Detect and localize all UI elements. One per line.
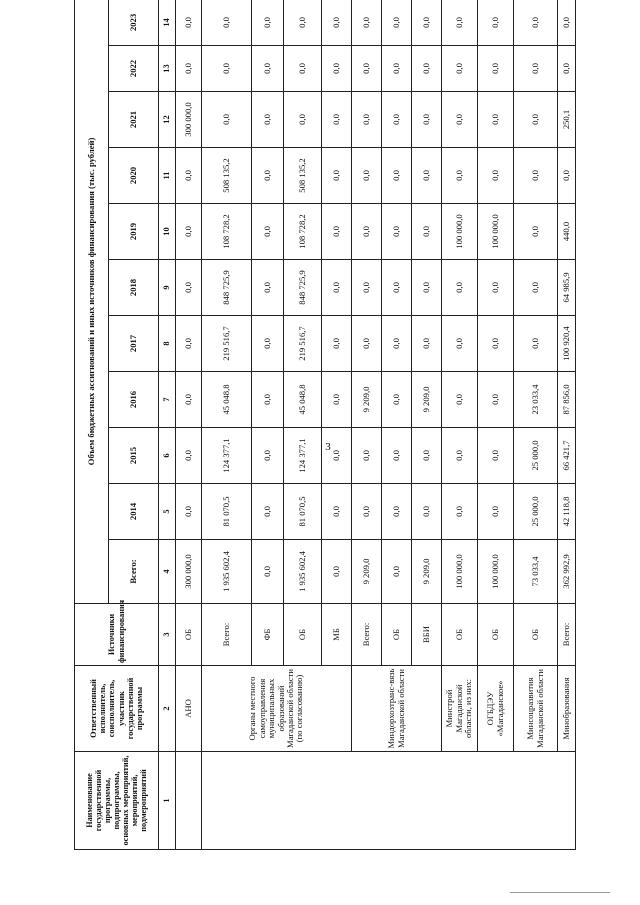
year-value-cell: 0,0: [352, 316, 382, 372]
year-value-cell: 0,0: [412, 148, 442, 204]
year-value-cell: 0,0: [442, 484, 478, 540]
year-value-cell: 0,0: [478, 484, 514, 540]
year-value-cell: 0,0: [176, 316, 202, 372]
source-cell: ОБ: [176, 604, 202, 666]
year-value-cell: 0,0: [352, 204, 382, 260]
year-value-cell: 0,0: [514, 204, 558, 260]
year-value-cell: 45 048,8: [284, 372, 322, 428]
year-value-cell: 0,0: [478, 428, 514, 484]
year-value-cell: 0,0: [352, 92, 382, 148]
year-value-cell: 0,0: [514, 260, 558, 316]
column-number: 1: [159, 752, 176, 850]
year-value-cell: 0,0: [284, 0, 322, 46]
program-name-cell: [176, 752, 202, 850]
year-value-cell: 0,0: [352, 428, 382, 484]
total-value-cell: 0,0: [382, 540, 412, 604]
executor-cell: Минобразования: [558, 666, 576, 752]
year-value-cell: 108 728,2: [284, 204, 322, 260]
year-value-cell: 0,0: [322, 148, 352, 204]
header-name: Наименование государственной программы, подпрограммы, основных мероприятий, мероприятий, подмероприятий: [75, 752, 159, 850]
source-cell: ОБ: [478, 604, 514, 666]
year-value-cell: 0,0: [478, 0, 514, 46]
year-value-cell: 0,0: [176, 428, 202, 484]
year-value-cell: 0,0: [352, 0, 382, 46]
year-value-cell: 0,0: [352, 46, 382, 92]
year-value-cell: 42 118,8: [558, 484, 576, 540]
year-value-cell: 0,0: [514, 92, 558, 148]
header-year: 2023: [109, 0, 159, 46]
year-value-cell: 0,0: [322, 92, 352, 148]
header-year: 2019: [109, 204, 159, 260]
header-year: 2018: [109, 260, 159, 316]
year-value-cell: 300 000,0: [176, 92, 202, 148]
year-value-cell: 0,0: [514, 46, 558, 92]
column-number: 11: [159, 148, 176, 204]
year-value-cell: 0,0: [284, 92, 322, 148]
year-value-cell: 0,0: [202, 92, 252, 148]
year-value-cell: 25 000,0: [514, 484, 558, 540]
year-value-cell: 0,0: [352, 484, 382, 540]
header-source: Источники финансирования: [75, 604, 159, 666]
year-value-cell: 440,0: [558, 204, 576, 260]
header-financing-volume: Объем бюджетных ассигнований и иных источников финансирования (тыс. рублей): [75, 0, 109, 604]
year-value-cell: 0,0: [558, 46, 576, 92]
year-value-cell: 0,0: [478, 148, 514, 204]
year-value-cell: 0,0: [322, 428, 352, 484]
header-total: Всего:: [109, 540, 159, 604]
year-value-cell: 124 377,1: [202, 428, 252, 484]
year-value-cell: 0,0: [322, 46, 352, 92]
year-value-cell: 0,0: [382, 46, 412, 92]
source-cell: ВБИ: [412, 604, 442, 666]
column-number: 12: [159, 92, 176, 148]
header-year: 2016: [109, 372, 159, 428]
year-value-cell: 0,0: [382, 204, 412, 260]
year-value-cell: 0,0: [442, 428, 478, 484]
year-value-cell: 0,0: [478, 372, 514, 428]
year-value-cell: 0,0: [322, 372, 352, 428]
source-cell: МБ: [322, 604, 352, 666]
year-value-cell: 0,0: [412, 484, 442, 540]
year-value-cell: 0,0: [478, 92, 514, 148]
year-value-cell: 0,0: [412, 260, 442, 316]
total-value-cell: 100 000,0: [442, 540, 478, 604]
source-cell: ОБ: [514, 604, 558, 666]
total-value-cell: 0,0: [252, 540, 284, 604]
page-number: 3: [325, 441, 331, 453]
year-value-cell: 100 000,0: [478, 204, 514, 260]
table-row: [176, 0, 202, 850]
year-value-cell: 0,0: [412, 46, 442, 92]
year-value-cell: 87 856,0: [558, 372, 576, 428]
year-value-cell: 0,0: [252, 204, 284, 260]
source-cell: ФБ: [252, 604, 284, 666]
column-numbers-row: [159, 0, 176, 850]
year-value-cell: 0,0: [252, 148, 284, 204]
year-value-cell: 124 377,1: [284, 428, 322, 484]
source-cell: Всего:: [558, 604, 576, 666]
year-value-cell: 100 920,4: [558, 316, 576, 372]
year-value-cell: 250,1: [558, 92, 576, 148]
year-value-cell: 23 033,4: [514, 372, 558, 428]
year-value-cell: 0,0: [382, 484, 412, 540]
year-value-cell: 0,0: [514, 316, 558, 372]
year-value-cell: 0,0: [176, 260, 202, 316]
header-year: 2014: [109, 484, 159, 540]
year-value-cell: 66 421,7: [558, 428, 576, 484]
year-value-cell: 0,0: [284, 46, 322, 92]
year-value-cell: 0,0: [176, 148, 202, 204]
year-value-cell: 508 135,2: [202, 148, 252, 204]
year-value-cell: 0,0: [252, 428, 284, 484]
year-value-cell: 0,0: [382, 0, 412, 46]
year-value-cell: 848 725,9: [202, 260, 252, 316]
year-value-cell: 0,0: [412, 92, 442, 148]
year-value-cell: 0,0: [442, 148, 478, 204]
header-executor: Ответственный исполнитель, соисполнитель, участник государственной программы: [75, 666, 159, 752]
year-value-cell: 0,0: [442, 46, 478, 92]
table-row: [352, 0, 382, 850]
column-number: 4: [159, 540, 176, 604]
table-row: [558, 0, 576, 850]
executor-cell: АНО: [176, 666, 202, 752]
year-value-cell: 0,0: [252, 46, 284, 92]
year-value-cell: 0,0: [478, 260, 514, 316]
year-value-cell: 848 725,9: [284, 260, 322, 316]
source-cell: ОБ: [442, 604, 478, 666]
year-value-cell: 45 048,8: [202, 372, 252, 428]
program-name-cell: [202, 752, 576, 850]
year-value-cell: 0,0: [382, 148, 412, 204]
total-value-cell: 73 033,4: [514, 540, 558, 604]
year-value-cell: 0,0: [478, 46, 514, 92]
executor-cell: ОГБДЭУ «Магаданское»: [478, 666, 514, 752]
table-row: [442, 0, 478, 850]
year-value-cell: 0,0: [176, 372, 202, 428]
column-number: 2: [159, 666, 176, 752]
year-value-cell: 9 209,0: [412, 372, 442, 428]
header-year: 2017: [109, 316, 159, 372]
total-value-cell: 9 209,0: [412, 540, 442, 604]
table-row: [514, 0, 558, 850]
source-cell: ОБ: [382, 604, 412, 666]
year-value-cell: 0,0: [382, 316, 412, 372]
footer-line: [510, 892, 610, 893]
column-number: 6: [159, 428, 176, 484]
year-value-cell: 0,0: [352, 148, 382, 204]
year-value-cell: 108 728,2: [202, 204, 252, 260]
year-value-cell: 0,0: [252, 92, 284, 148]
year-value-cell: 9 209,0: [352, 372, 382, 428]
year-value-cell: 0,0: [322, 0, 352, 46]
year-value-cell: 219 516,7: [202, 316, 252, 372]
year-value-cell: 0,0: [176, 46, 202, 92]
year-value-cell: 0,0: [382, 92, 412, 148]
year-value-cell: 219 516,7: [284, 316, 322, 372]
total-value-cell: 9 209,0: [352, 540, 382, 604]
header-year: 2020: [109, 148, 159, 204]
year-value-cell: 64 985,9: [558, 260, 576, 316]
source-cell: Всего:: [352, 604, 382, 666]
year-value-cell: 0,0: [176, 0, 202, 46]
header-year: 2022: [109, 46, 159, 92]
total-value-cell: 362 992,9: [558, 540, 576, 604]
column-number: 8: [159, 316, 176, 372]
table-row: [202, 0, 252, 850]
year-value-cell: 508 135,2: [284, 148, 322, 204]
year-value-cell: 0,0: [442, 372, 478, 428]
year-value-cell: 0,0: [382, 372, 412, 428]
year-value-cell: 0,0: [252, 484, 284, 540]
column-number: 13: [159, 46, 176, 92]
year-value-cell: 0,0: [382, 260, 412, 316]
year-value-cell: 0,0: [352, 260, 382, 316]
year-value-cell: 81 070,5: [202, 484, 252, 540]
year-value-cell: 100 000,0: [442, 204, 478, 260]
year-value-cell: 0,0: [412, 316, 442, 372]
year-value-cell: 0,0: [412, 0, 442, 46]
year-value-cell: 0,0: [412, 428, 442, 484]
total-value-cell: 1 935 602,4: [284, 540, 322, 604]
year-value-cell: 0,0: [322, 260, 352, 316]
year-value-cell: 0,0: [514, 148, 558, 204]
table-body: [176, 0, 576, 850]
column-number: 3: [159, 604, 176, 666]
year-value-cell: 0,0: [176, 204, 202, 260]
year-value-cell: 0,0: [176, 484, 202, 540]
year-value-cell: 0,0: [442, 92, 478, 148]
source-cell: ОБ: [284, 604, 322, 666]
year-value-cell: 0,0: [478, 316, 514, 372]
year-value-cell: 81 070,5: [284, 484, 322, 540]
year-value-cell: 0,0: [412, 204, 442, 260]
financing-table: [74, 0, 576, 850]
header-year: 2021: [109, 92, 159, 148]
year-value-cell: 0,0: [322, 316, 352, 372]
year-value-cell: 0,0: [558, 0, 576, 46]
year-value-cell: 0,0: [382, 428, 412, 484]
column-number: 7: [159, 372, 176, 428]
total-value-cell: 0,0: [322, 540, 352, 604]
executor-cell: Миндорхозтранс-вязь Магаданской области: [352, 666, 442, 752]
header-year: 2015: [109, 428, 159, 484]
year-value-cell: 0,0: [514, 0, 558, 46]
executor-cell: Минсоцразвития Магаданской области: [514, 666, 558, 752]
year-value-cell: 0,0: [322, 204, 352, 260]
year-value-cell: 0,0: [252, 372, 284, 428]
total-value-cell: 100 000,0: [478, 540, 514, 604]
column-number: 10: [159, 204, 176, 260]
column-number: 5: [159, 484, 176, 540]
year-value-cell: 0,0: [558, 148, 576, 204]
year-value-cell: 0,0: [442, 0, 478, 46]
total-value-cell: 1 935 602,4: [202, 540, 252, 604]
year-value-cell: 0,0: [202, 46, 252, 92]
year-value-cell: 0,0: [442, 260, 478, 316]
executor-cell: Минстрой Магаданской области, из них:: [442, 666, 478, 752]
column-number: 14: [159, 0, 176, 46]
year-value-cell: 0,0: [202, 0, 252, 46]
year-value-cell: 0,0: [252, 0, 284, 46]
year-value-cell: 0,0: [322, 484, 352, 540]
year-value-cell: 0,0: [252, 260, 284, 316]
column-number: 9: [159, 260, 176, 316]
year-value-cell: 25 000,0: [514, 428, 558, 484]
source-cell: Всего:: [202, 604, 252, 666]
table-row: [478, 0, 514, 850]
year-value-cell: 0,0: [442, 316, 478, 372]
rotated-table-container: [62, 0, 592, 862]
executor-cell: Органы местного самоуправления муниципальных образований Магаданской области (по согласованию): [202, 666, 352, 752]
header-row-1: [75, 0, 109, 850]
total-value-cell: 300 000,0: [176, 540, 202, 604]
year-value-cell: 0,0: [252, 316, 284, 372]
